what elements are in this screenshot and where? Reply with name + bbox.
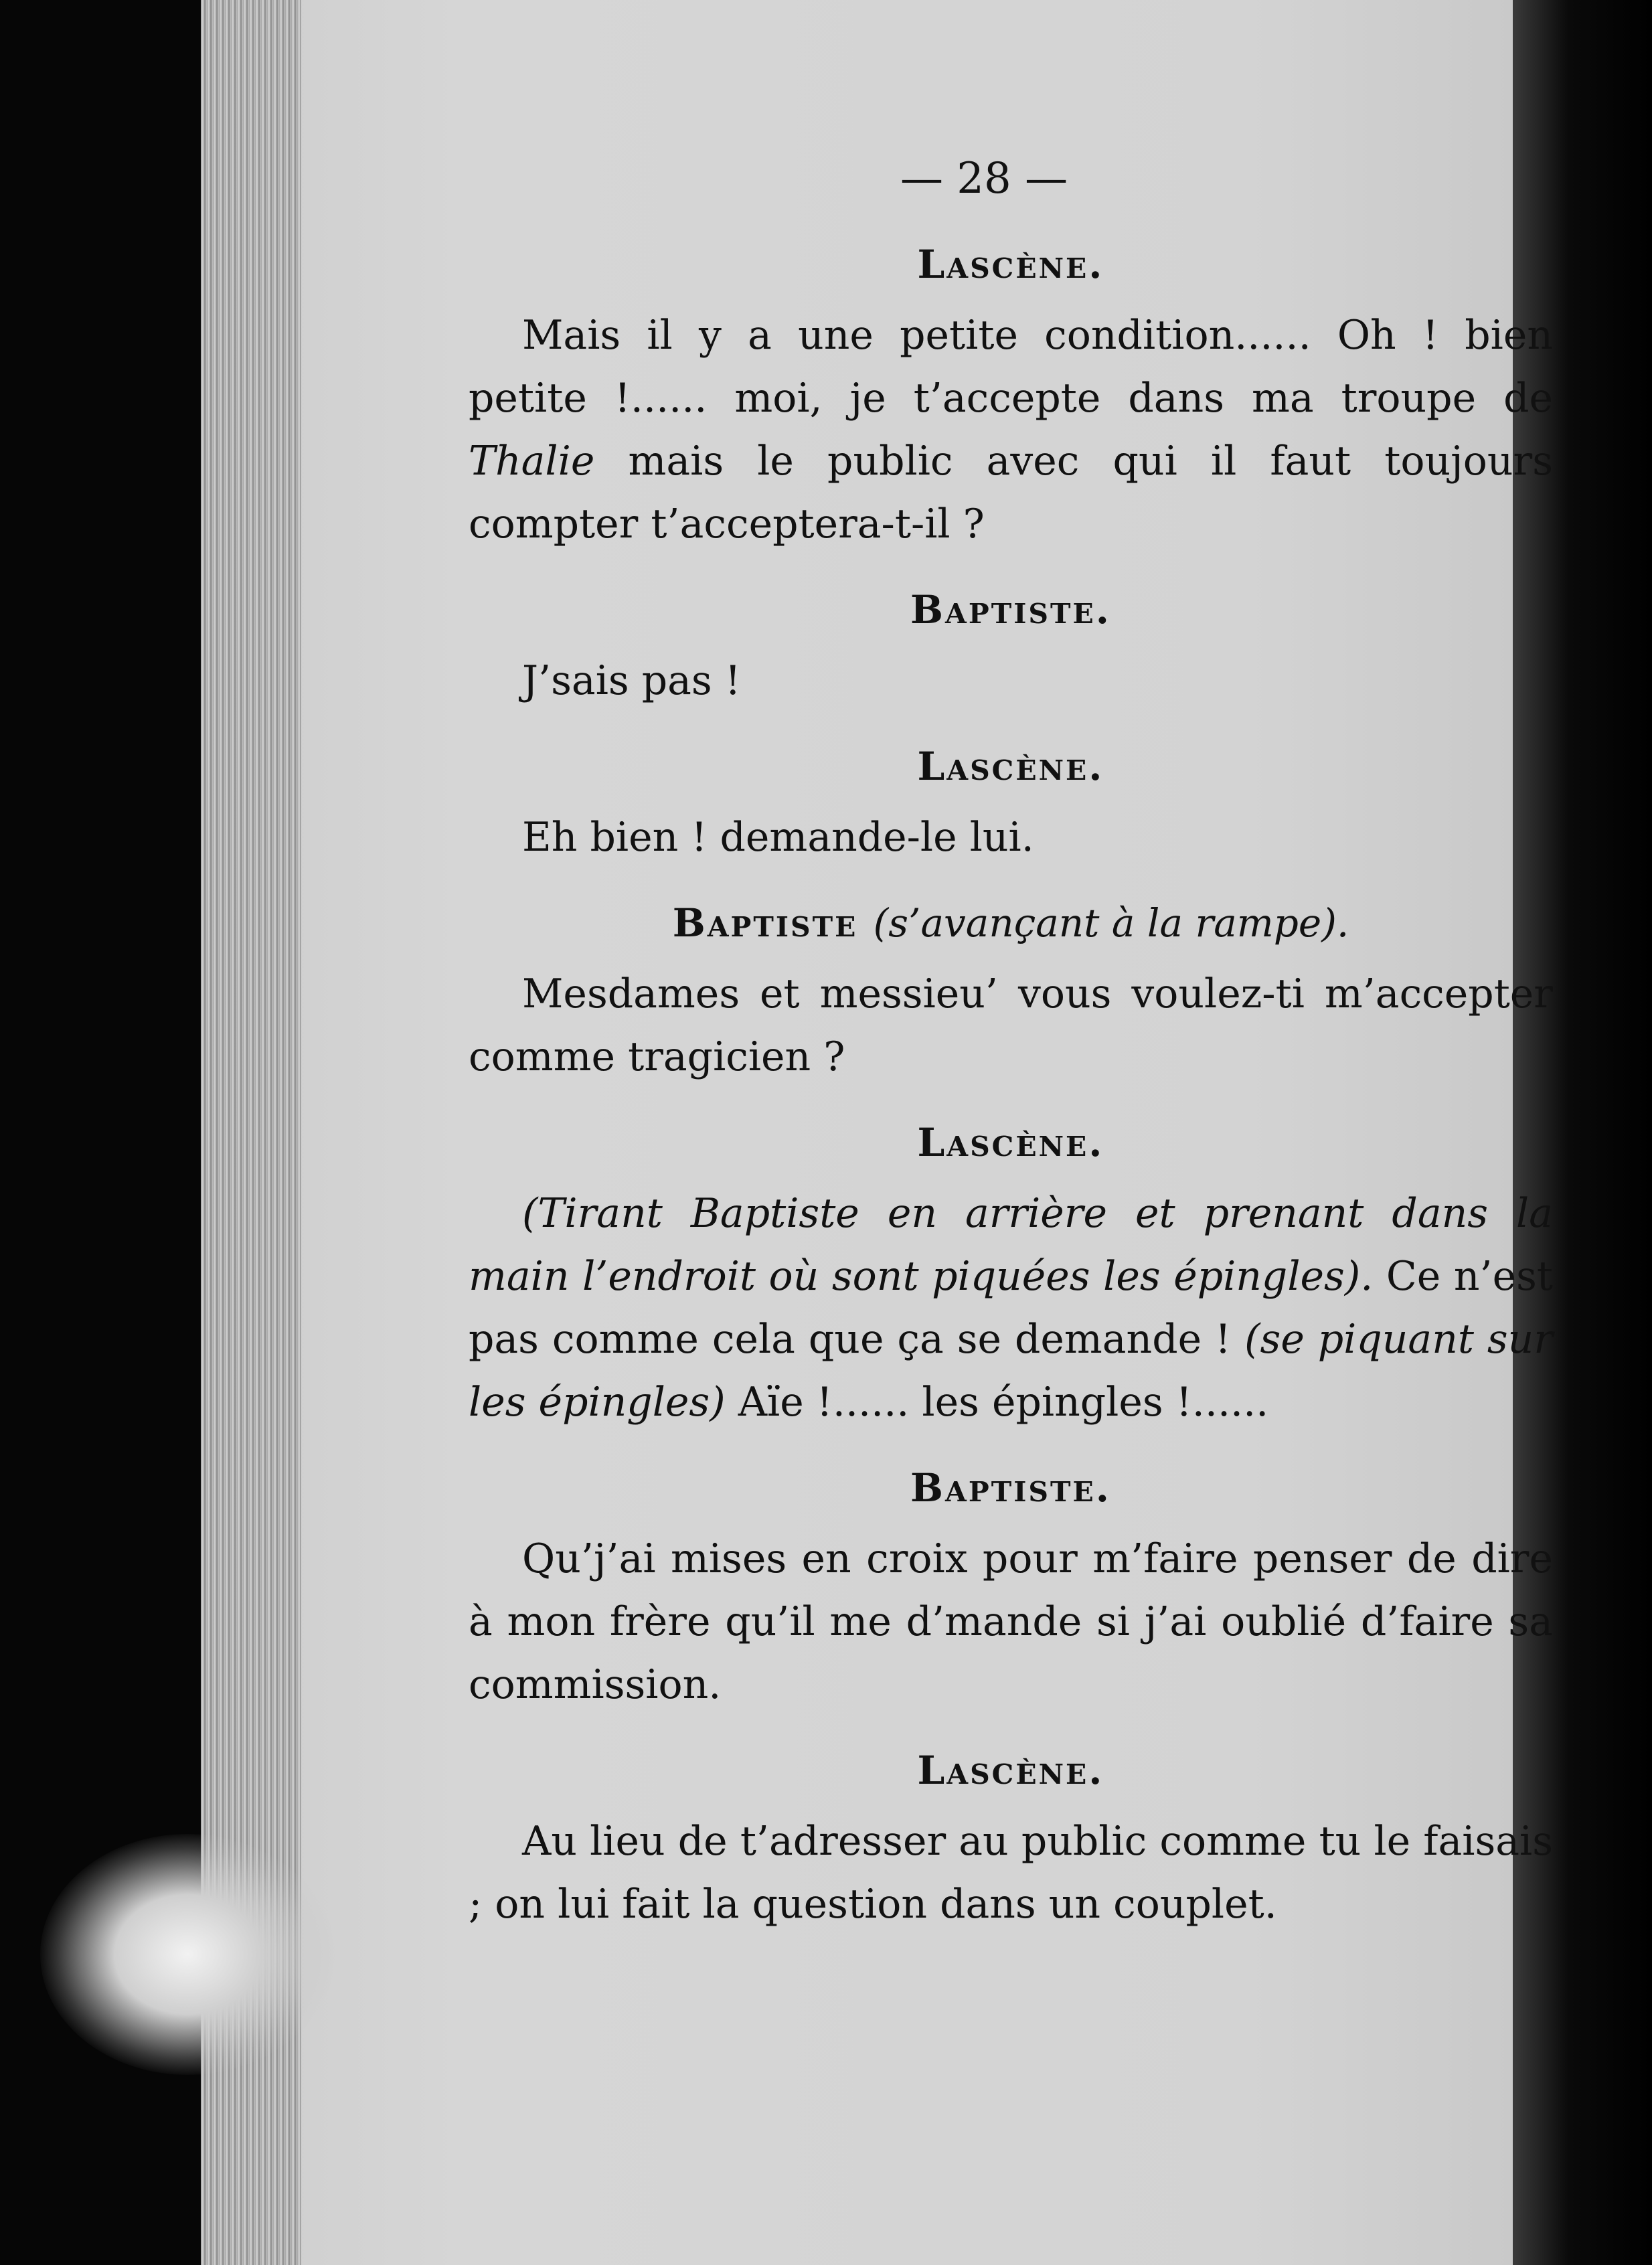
italic-word: Thalie xyxy=(469,438,595,485)
dialogue-7: Au lieu de t’adresser au public comme tu le faisais ; on lui fait la question dans un couplet. xyxy=(469,1818,1553,1928)
dialogue-5 xyxy=(469,1182,1553,1434)
dialogue-2: J’sais pas ! xyxy=(522,657,741,704)
dialogue-3: Eh bien ! demande-le lui. xyxy=(522,814,1034,861)
stage-direction-1: (Tirant Baptiste en arrière et prenant dans la main l’endroit où sont piquées les épingles). xyxy=(469,1190,1553,1300)
speaker-baptiste-2 xyxy=(469,892,1553,954)
speaker-baptiste-3: Baptiste. xyxy=(910,1465,1111,1511)
dialogue-4: Mesdames et messieu’ vous voulez-ti m’accepter comme tragicien ? xyxy=(469,971,1553,1080)
stage-direction-2: (se piquant sur les épingles) xyxy=(469,1316,1554,1426)
speaker-lascene-2: Lascène. xyxy=(917,744,1104,789)
speaker-lascene-3: Lascène. xyxy=(917,1120,1104,1165)
stage-direction: (s’avançant à la rampe). xyxy=(873,900,1349,946)
page-text xyxy=(469,147,1553,1936)
speaker-baptiste-1: Baptiste. xyxy=(910,587,1111,633)
speaker-lascene-1: Lascène. xyxy=(917,242,1104,287)
paper-stain xyxy=(40,1834,335,2075)
dialogue-6: Qu’j’ai mises en croix pour m’faire penser de dire à mon frère qu’il me d’mande si j’ai oublié d’faire sa commission. xyxy=(469,1535,1553,1708)
speaker-name: Baptiste xyxy=(672,900,858,946)
dialogue-5b: Aïe !...... les épingles !...... xyxy=(738,1379,1269,1426)
dialogue-5a: Ce n’est pas comme cela que ça se demande ! xyxy=(469,1253,1553,1363)
speaker-lascene-4: Lascène. xyxy=(917,1748,1104,1793)
dialogue-1: Mais il y a une petite condition...... Oh ! bien petite !...... moi, je t’accepte dans ma troupe de Thalie mais le public avec qui il faut toujours compter t’acceptera-t-il ? xyxy=(469,312,1553,548)
page-number: — 28 — xyxy=(900,154,1068,203)
